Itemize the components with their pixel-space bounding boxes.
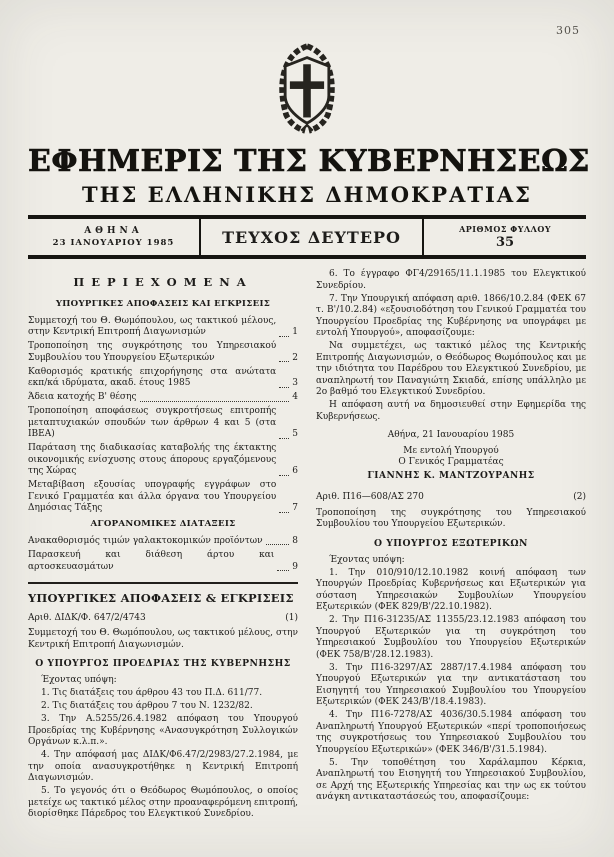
toc-dots-leader — [266, 544, 290, 545]
toc-item — [28, 480, 298, 515]
toc-item — [28, 316, 298, 339]
toc-item — [28, 443, 298, 478]
issue-city: ΑΘΗΝΑ — [84, 226, 143, 236]
decision1-consideration: 4. Την απόφασή μας ΔΙΔΚ/Φ6.47/2/2983/27.2.1984, με την οποία ανασυγκροτήθηκε η Κεντρική Επιτροπή Διαγωνισμών. — [28, 750, 298, 784]
decision2-ref-number: Αριθ. Π16—608/ΑΣ 270 — [316, 492, 424, 503]
table-of-contents-market — [28, 536, 298, 573]
contents-section2-heading: ΑΓΟΡΑΝΟΜΙΚΕΣ ΔΙΑΤΑΞΕΙΣ — [90, 518, 236, 529]
toc-dots-leader — [279, 512, 289, 513]
right-column — [316, 269, 586, 805]
decision1-ref-number: Αριθ. ΔΙΔΚ/Φ. 647/2/4743 — [28, 612, 146, 623]
two-column-body — [28, 269, 586, 822]
toc-dots-leader — [279, 438, 289, 439]
decision1-consideration: 7. Την Υπουργική απόφαση αριθ. 1866/10.2.84 (ΦΕΚ 67 τ. Β'/10.2.84) «εξουσιοδότηση του Γενικού Γραμματέα του Υπουργείου Προεδρίας της Κυβέρνησης να υπογράφει με εντολή Υπουργού», αποφασίζουμε: — [316, 293, 586, 339]
decision2-consideration: 4. Την Π16-7278/ΑΣ 4036/30.5.1984 απόφαση του Αναπληρωτή Υπουργού Εξωτερικών «περί τροποποιήσεως της συγκροτήσεως του Υπηρεσιακού Συμβουλίου του Υπουργείου Εξωτερικών» (ΦΕΚ 346/Β'/31.5.1984). — [316, 710, 586, 755]
toc-item-number: 7 — [292, 503, 298, 514]
decision1-subject: Συμμετοχή του Θ. Θωμόπουλου, ως τακτικού μέλους, στην Κεντρική Επιτροπή Διαγωνισμών. — [28, 628, 298, 650]
decision2-subject: Τροποποίηση της συγκρότησης του Υπηρεσιακού Συμβουλίου του Υπουργείου Εξωτερικών. — [316, 507, 586, 530]
toc-item-text: Τροποποίηση της συγκρότησης του Υπηρεσιακού Συμβουλίου του Υπουργείου Εξωτερικών — [28, 341, 277, 363]
decision1-consideration: 3. Την Α.5255/26.4.1982 απόφαση του Υπουργού Προεδρίας της Κυβέρνησης «Ανασυγκρότηση Συλλογικών Οργάνων κ.λ.π.». — [28, 714, 298, 748]
toc-dots-leader — [140, 401, 290, 402]
toc-item-number: 8 — [292, 535, 298, 546]
signature-name: ΓΙΑΝΝΗΣ Κ. ΜΑΝΤΖΟΥΡΑΝΗΣ — [367, 470, 535, 481]
toc-item-text: Συμμετοχή του Θ. Θωμόπουλου, ως τακτικού μέλους, στην Κεντρική Επιτροπή Διαγωνισμών — [28, 315, 277, 338]
toc-item-number: 6 — [292, 466, 298, 477]
issue-info-bar — [28, 215, 586, 259]
issue-place-date-cell — [28, 219, 201, 255]
decision1-consideration: 6. Το έγγραφο ΦΓ4/29165/11.1.1985 του Ελεγκτικού Συνεδρίου. — [316, 269, 586, 291]
section-divider-rule — [28, 582, 298, 584]
decisions-section-heading: ΥΠΟΥΡΓΙΚΕΣ ΑΠΟΦΑΣΕΙΣ & ΕΓΚΡΙΣΕΙΣ — [28, 591, 294, 606]
toc-item-number: 5 — [292, 429, 298, 440]
contents-section1-heading: ΥΠΟΥΡΓΙΚΕΣ ΑΠΟΦΑΣΕΙΣ ΚΑΙ ΕΓΚΡΙΣΕΙΣ — [55, 298, 271, 309]
decision1-having-regard: Έχοντας υπόψη: — [41, 675, 117, 686]
decision2-authority: Ο ΥΠΟΥΡΓΟΣ ΕΞΩΤΕΡΙΚΩΝ — [374, 537, 528, 549]
toc-item — [28, 392, 298, 404]
decision1-signature-block — [316, 446, 586, 483]
decision1-operative-paragraph: Η απόφαση αυτή να δημοσιευθεί στην Εφημερίδα της Κυβερνήσεως. — [316, 400, 586, 422]
page-number: 305 — [556, 24, 580, 37]
decision2-consideration: 2. Την Π16-31235/ΑΣ 11355/23.12.1983 απόφαση του Υπουργού Εξωτερικών για τη συγκρότηση του Υπηρεσιακού Συμβουλίου του Υπουργείου Εξωτερικών (ΦΕΚ 758/Β'/28.12.1983). — [316, 615, 586, 660]
decision2-consideration: 3. Την Π16-3297/ΑΣ 2887/17.4.1984 απόφαση του Υπουργού Εξωτερικών για την αντικατάσταση του Εισηγητή του Υπηρεσιακού Συμβουλίου του Υπουργείου Εξωτερικών (ΦΕΚ 243/Β'/18.4.1983). — [316, 662, 586, 708]
toc-item-text: Τροποποίηση αποφάσεως συγκροτήσεως επιτροπής μεταπτυχιακών σπουδών των άρθρων 4 και 5 (στα ΙΒΕΑ) — [28, 406, 277, 440]
toc-dots-leader — [279, 387, 289, 388]
toc-item-text: Μεταβίβαση εξουσίας υπογραφής εγγράφων στο Γενικό Γραμματέα και άλλα όργανα του Υπουργείου Δημόσιας Τάξης — [28, 480, 277, 514]
sheet-number-value: 35 — [496, 235, 515, 250]
toc-dots-leader — [279, 475, 289, 476]
gazette-subtitle: ΤΗΣ ΕΛΛΗΝΙΚΗΣ ΔΗΜΟΚΡΑΤΙΑΣ — [82, 182, 532, 207]
sheet-number-cell — [424, 219, 586, 255]
signature-by-order: Με εντολή Υπουργού — [403, 445, 499, 456]
issue-type-label: ΤΕΥΧΟΣ ΔΕΥΤΕΡΟ — [222, 227, 401, 247]
decision1-authority: Ο ΥΠΟΥΡΓΟΣ ΠΡΟΕΔΡΙΑΣ ΤΗΣ ΚΥΒΕΡΝΗΣΗΣ — [35, 658, 291, 670]
toc-dots-leader — [279, 361, 289, 362]
toc-item-number: 1 — [292, 327, 298, 338]
decision1-place-date: Αθήνα, 21 Ιανουαρίου 1985 — [387, 430, 515, 441]
sheet-number-label: ΑΡΙΘΜΟΣ ΦΥΛΛΟΥ — [459, 224, 552, 234]
toc-item — [28, 341, 298, 364]
decision2-consideration: 1. Την 010/910/12.10.1982 κοινή απόφαση των Υπουργών Προεδρίας Κυβερνήσεως και Εξωτερικών για σύσταση Υπηρεσιακών Συμβουλίων Υπουργείου Εξωτερικών (ΦΕΚ 829/Β'/22.10.1982). — [316, 567, 586, 613]
toc-item — [28, 536, 298, 548]
toc-item-number: 9 — [292, 561, 298, 572]
left-column — [28, 269, 298, 822]
gazette-title: ΕΦΗΜΕΡΙΣ ΤΗΣ ΚΥΒΕΡΝΗΣΕΩΣ — [28, 144, 591, 179]
masthead — [28, 0, 591, 207]
toc-item-text: Άδεια κατοχής Β' θέσης — [28, 392, 137, 403]
decision2-having-regard: Έχοντας υπόψη: — [329, 554, 405, 565]
toc-dots-leader — [279, 336, 289, 337]
decision2-ref-line — [316, 492, 586, 504]
signature-title: Ο Γενικός Γραμματέας — [398, 457, 504, 468]
decision1-consideration: 2. Τις διατάξεις του άρθρου 7 του Ν. 1232/82. — [41, 701, 253, 712]
decision1-consideration: 1. Τις διατάξεις του άρθρου 43 του Π.Δ. 611/77. — [41, 688, 263, 699]
toc-item-text: Παράταση της διαδικασίας καταβολής της έκτακτης οικονομικής ενίσχυσης στους άπορους εργαζόμενους της Χώρας — [28, 443, 277, 477]
issue-date: 23 ΙΑΝΟΥΑΡΙΟΥ 1985 — [52, 238, 175, 248]
toc-item — [28, 367, 298, 390]
toc-item-number: 4 — [292, 392, 298, 403]
toc-dots-leader — [277, 570, 289, 571]
toc-item — [28, 406, 298, 441]
decision1-consideration: 5. Το γεγονός ότι ο Θεόδωρος Θωμόπουλος, ο οποίος μετείχε ως τακτικό μέλος στην προαναφερόμενη επιτροπή, διορίσθηκε Πάρεδρος του Ελεγκτικού Συνεδρίου. — [28, 786, 298, 820]
toc-item-text: Παρασκευή και διάθεση άρτου και αρτοσκευασμάτων — [28, 549, 275, 572]
table-of-contents — [28, 316, 298, 515]
decision1-sequence-marker: (1) — [285, 612, 298, 623]
toc-item — [28, 550, 298, 573]
toc-item-number: 2 — [292, 352, 298, 363]
decision1-operative-paragraph: Να συμμετέχει, ως τακτικό μέλος της Κεντρικής Επιτροπής Διαγωνισμών, ο Θεόδωρος Θωμόπουλος και με την ιδιότητα του Παρέδρου του Ελεγκτικού Συνεδρίου, με αναπληρωτή τον Παναγιώτη Σκιαδά, επίσης υπάλληλο με 2ο βαθμό του Ελεγκτικού Συνεδρίου. — [316, 341, 586, 398]
greek-coat-of-arms-icon — [28, 40, 586, 136]
issue-type-cell — [201, 219, 424, 255]
decision2-consideration: 5. Την τοποθέτηση του Χαράλαμπου Κέρκια, Αναπληρωτή του Εισηγητή του Υπηρεσιακού Συμβουλίου, σε Αρχή της Εξωτερικής Υπηρεσίας και την ως εκ τούτου ανάγκη αντικαταστάσεώς του, αποφασίζουμε: — [316, 757, 586, 803]
toc-item-text: Ανακαθορισμός τιμών γαλακτοκομικών προϊόντων — [28, 535, 263, 546]
decision2-sequence-marker: (2) — [573, 492, 586, 503]
toc-item-number: 3 — [292, 378, 298, 389]
decision1-ref-line — [28, 613, 298, 625]
toc-item-text: Καθορισμός κρατικής επιχορήγησης στα ανώτατα εκπ/κά ιδρύματα, ακαδ. έτους 1985 — [28, 366, 277, 389]
contents-title: ΠΕΡΙΕΧΟΜΕΝΑ — [73, 275, 253, 289]
